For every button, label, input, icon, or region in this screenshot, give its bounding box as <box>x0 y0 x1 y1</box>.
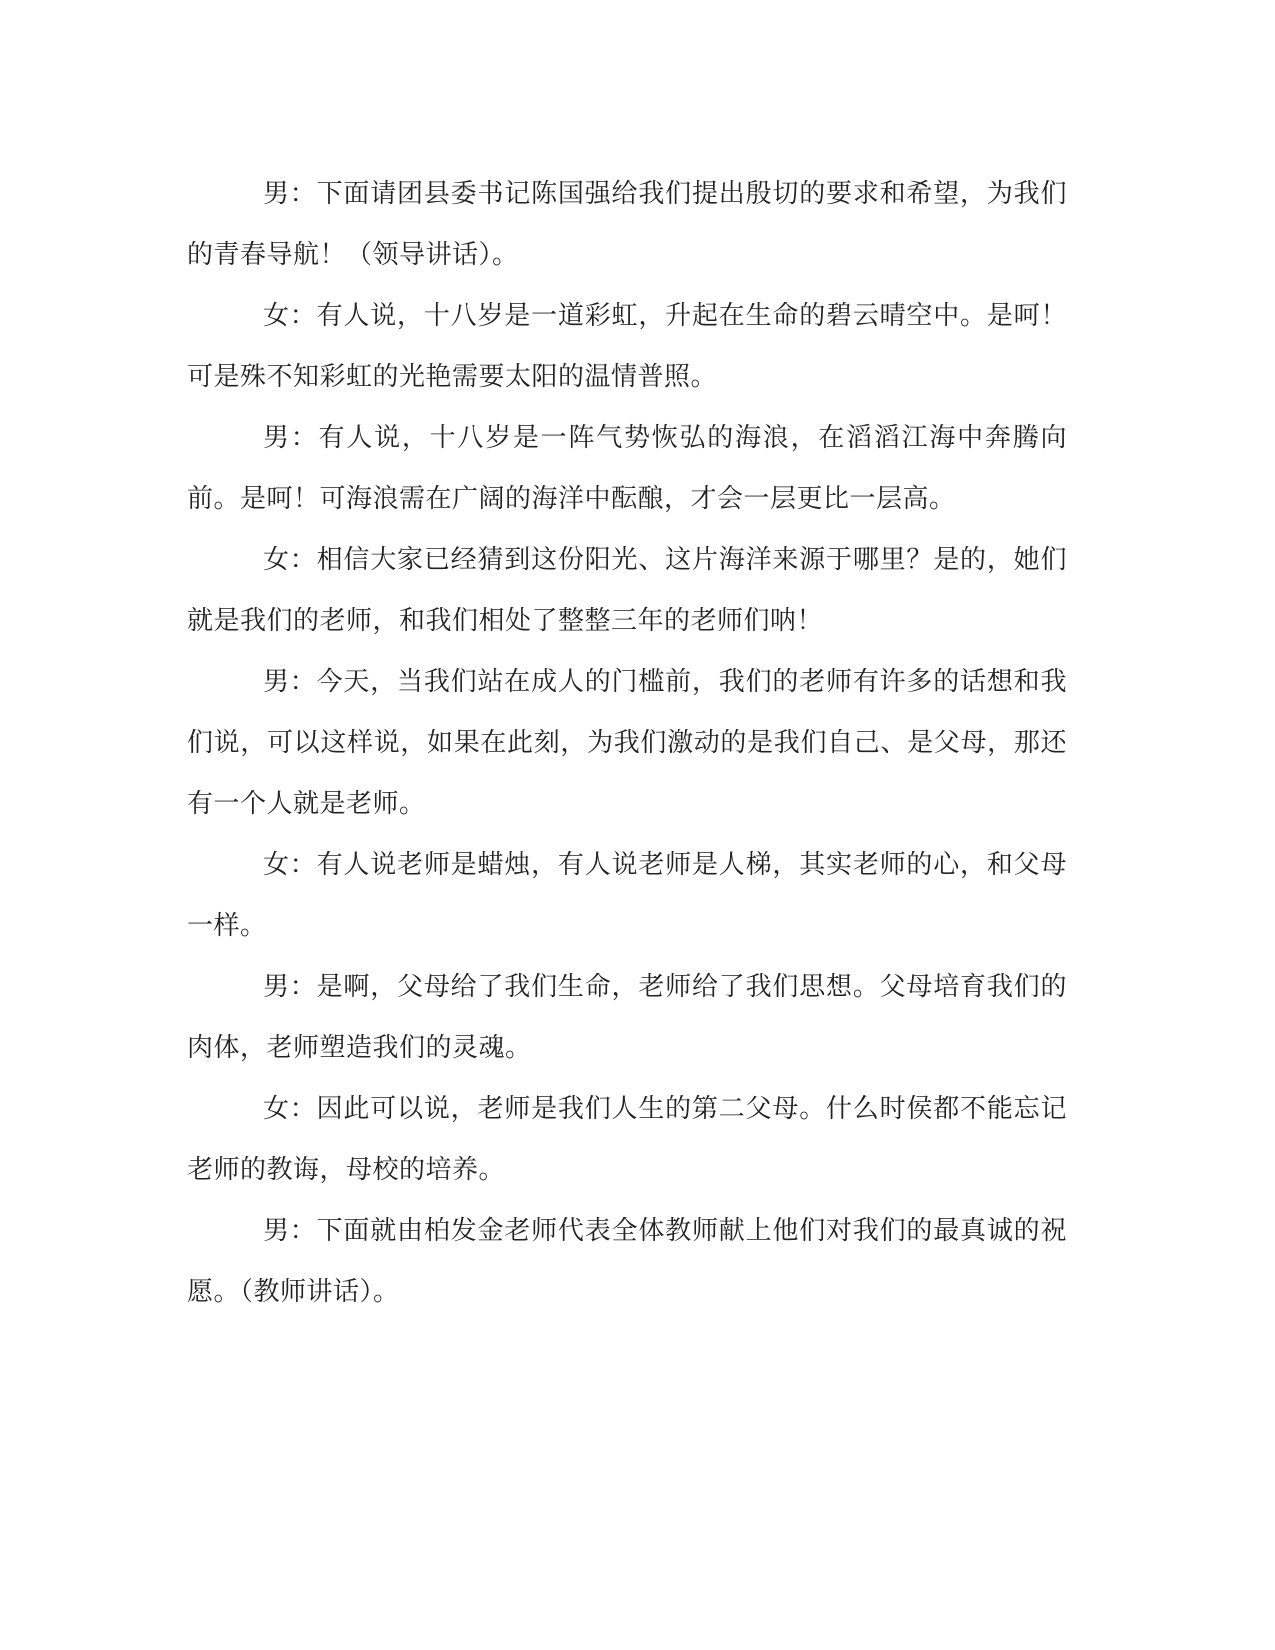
document-body <box>187 164 1067 1323</box>
paragraph-8: 女：因此可以说，老师是我们人生的第二父母。什么时侯都不能忘记老师的教诲，母校的培养。 <box>187 1094 1067 1185</box>
paragraph-2: 女：有人说，十八岁是一道彩虹，升起在生命的碧云晴空中。是呵！可是殊不知彩虹的光艳需要太阳的温情普照。 <box>187 301 1067 392</box>
paragraph-3: 男：有人说，十八岁是一阵气势恢弘的海浪，在滔滔江海中奔腾向前。是呵！可海浪需在广阔的海洋中酝酿，才会一层更比一层高。 <box>187 423 1067 514</box>
paragraph-1: 男：下面请团县委书记陈国强给我们提出殷切的要求和希望，为我们的青春导航！（领导讲话）。 <box>187 179 1067 270</box>
paragraph-4: 女：相信大家已经猜到这份阳光、这片海洋来源于哪里？是的，她们就是我们的老师，和我们相处了整整三年的老师们呐！ <box>187 545 1067 636</box>
paragraph-7: 男：是啊，父母给了我们生命，老师给了我们思想。父母培育我们的肉体，老师塑造我们的灵魂。 <box>187 972 1067 1063</box>
paragraph-6: 女：有人说老师是蜡烛，有人说老师是人梯，其实老师的心，和父母一样。 <box>187 850 1067 941</box>
paragraph-9: 男：下面就由柏发金老师代表全体教师献上他们对我们的最真诚的祝愿。（教师讲话）。 <box>187 1216 1067 1307</box>
paragraph-5: 男：今天，当我们站在成人的门槛前，我们的老师有许多的话想和我们说，可以这样说，如果在此刻，为我们激动的是我们自己、是父母，那还有一个人就是老师。 <box>187 667 1067 819</box>
